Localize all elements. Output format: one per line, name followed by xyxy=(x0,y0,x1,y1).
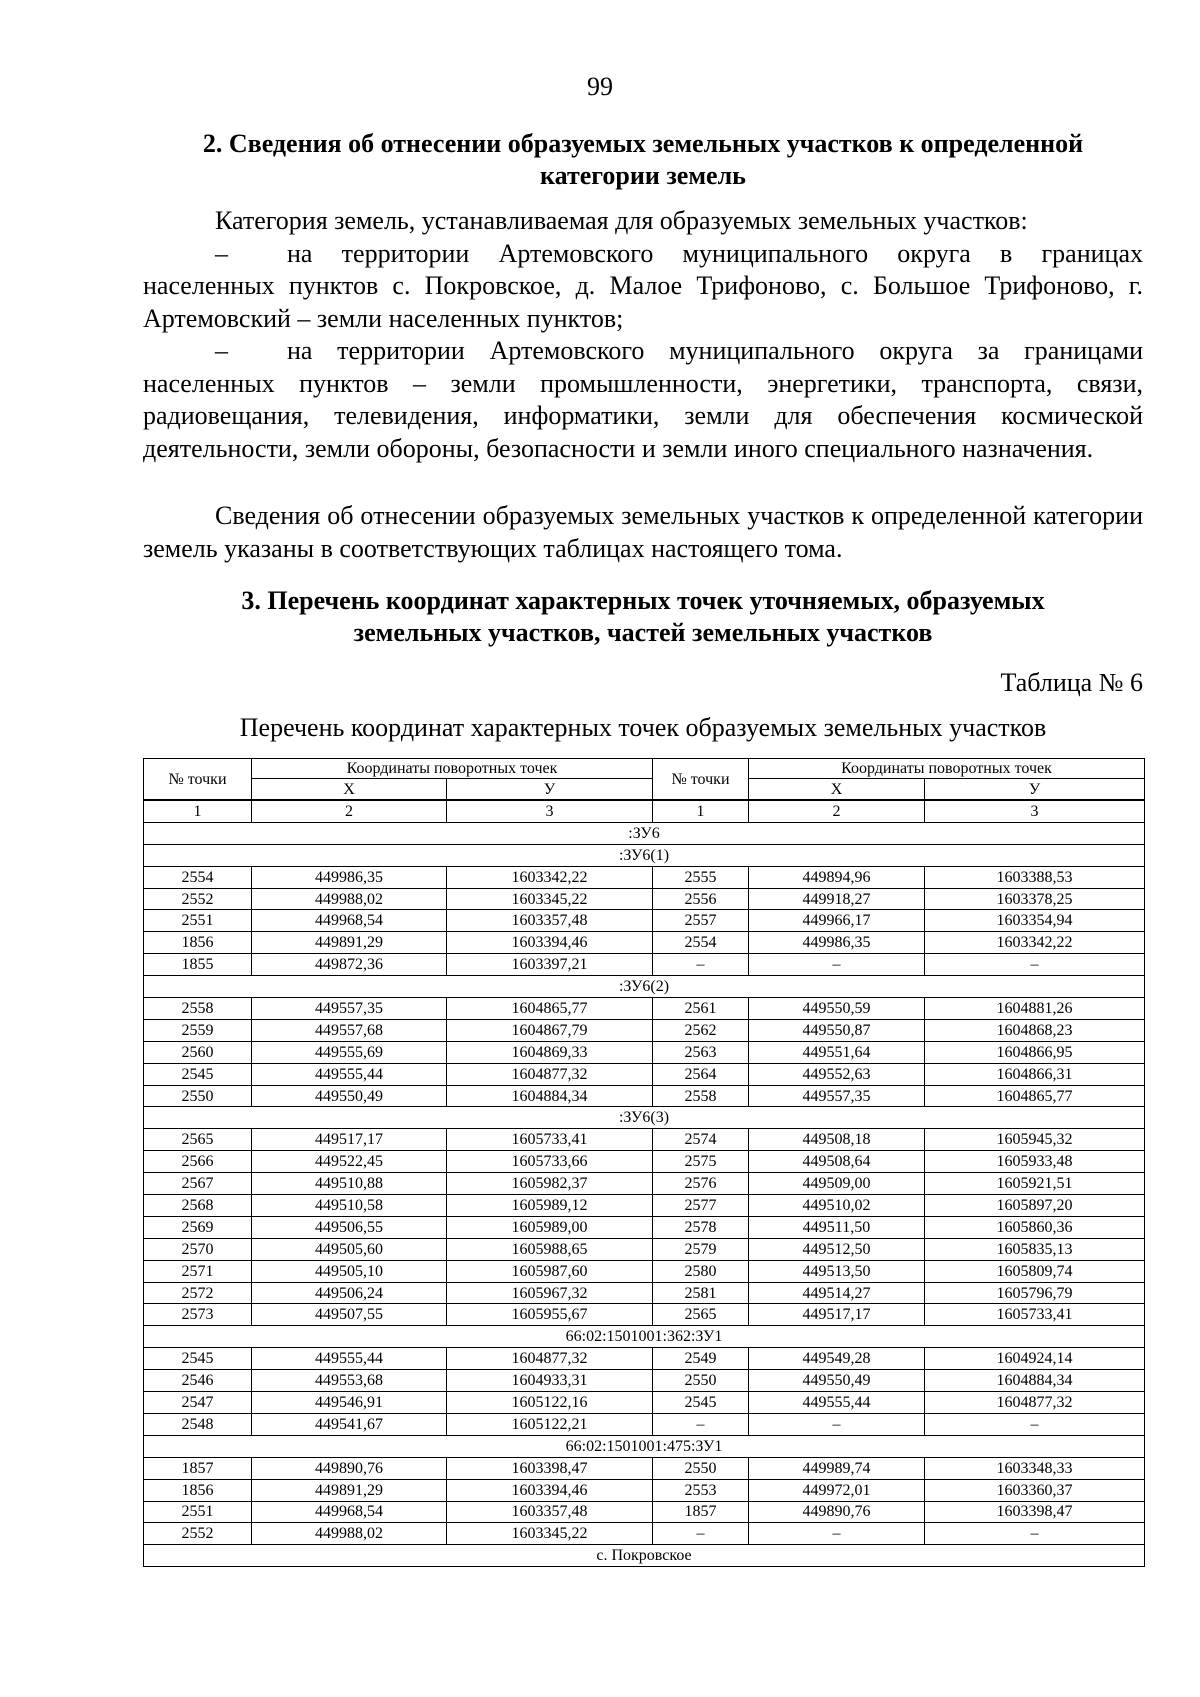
table-cell: 1603345,22 xyxy=(447,1523,653,1545)
table-cell: 1604877,32 xyxy=(925,1392,1145,1414)
section-title: :ЗУ6 xyxy=(144,822,1145,844)
table-cell: 1856 xyxy=(144,932,252,954)
table-cell: – xyxy=(925,1523,1145,1545)
table-cell: 2550 xyxy=(653,1370,749,1392)
table-row xyxy=(144,1129,1145,1151)
table-cell: 1603345,22 xyxy=(447,888,653,910)
table-cell: 1604881,26 xyxy=(925,998,1145,1020)
table-cell: 449553,68 xyxy=(252,1370,447,1392)
section-title-row xyxy=(144,844,1145,866)
table-cell: 1605967,32 xyxy=(447,1282,653,1304)
table-cell: 1603357,48 xyxy=(447,1501,653,1523)
table-cell: 2572 xyxy=(144,1282,252,1304)
section-2-body xyxy=(143,205,1143,465)
table-cell: 2545 xyxy=(144,1348,252,1370)
table-cell: 449508,64 xyxy=(749,1151,925,1173)
table-cell: – xyxy=(925,954,1145,976)
table-cell: 449549,28 xyxy=(749,1348,925,1370)
table-cell: 1604865,77 xyxy=(447,998,653,1020)
table-cell: 2580 xyxy=(653,1260,749,1282)
table-cell: 1605982,37 xyxy=(447,1173,653,1195)
section-2-heading-line2: категории земель xyxy=(540,161,746,190)
table-row xyxy=(144,888,1145,910)
table-row xyxy=(144,1019,1145,1041)
table-cell: 449550,49 xyxy=(252,1085,447,1107)
table-cell: – xyxy=(653,1523,749,1545)
table-cell: 449510,58 xyxy=(252,1195,447,1217)
table-row xyxy=(144,1370,1145,1392)
section-3-heading-line1: 3. Перечень координат характерных точек уточняемых, образуемых xyxy=(241,586,1045,615)
table-cell: 1604884,34 xyxy=(925,1370,1145,1392)
table-cell: 2566 xyxy=(144,1151,252,1173)
table-cell: 449506,24 xyxy=(252,1282,447,1304)
table-cell: 2560 xyxy=(144,1041,252,1063)
table-label: Таблица № 6 xyxy=(1000,668,1143,697)
table-cell: – xyxy=(749,954,925,976)
table-row xyxy=(144,1457,1145,1479)
table-cell: 449512,50 xyxy=(749,1238,925,1260)
column-number-cell: 3 xyxy=(447,800,653,822)
column-number-cell: 1 xyxy=(144,800,252,822)
table-cell: 449517,17 xyxy=(749,1304,925,1326)
table-cell: 1603357,48 xyxy=(447,910,653,932)
table-cell: 449505,60 xyxy=(252,1238,447,1260)
table-cell: 2549 xyxy=(653,1348,749,1370)
table-cell: 2569 xyxy=(144,1216,252,1238)
column-number-cell: 2 xyxy=(749,800,925,822)
table-cell: 2548 xyxy=(144,1413,252,1435)
table-cell: 449988,02 xyxy=(252,1523,447,1545)
section-title: с. Покровское xyxy=(144,1545,1145,1567)
table-cell: 2551 xyxy=(144,1501,252,1523)
table-cell: 1605955,67 xyxy=(447,1304,653,1326)
table-title: Перечень координат характерных точек образуемых земельных участков xyxy=(239,713,1047,742)
table-cell: 2547 xyxy=(144,1392,252,1414)
table-cell: 2545 xyxy=(653,1392,749,1414)
table-row xyxy=(144,1479,1145,1501)
section-2-closing: Сведения об отнесении образуемых земельных участков к определенной категории земель указаны в соответствующих таблицах настоящего тома. xyxy=(143,501,1143,563)
table-cell: 449989,74 xyxy=(749,1457,925,1479)
section-title: :ЗУ6(1) xyxy=(144,844,1145,866)
section-title: :ЗУ6(2) xyxy=(144,976,1145,998)
table-cell: – xyxy=(749,1523,925,1545)
table-row xyxy=(144,866,1145,888)
table-cell: 1605835,13 xyxy=(925,1238,1145,1260)
table-row xyxy=(144,1523,1145,1545)
table-cell: 449988,02 xyxy=(252,888,447,910)
table-cell: 449505,10 xyxy=(252,1260,447,1282)
table-cell: 2558 xyxy=(144,998,252,1020)
table-cell: 449557,35 xyxy=(252,998,447,1020)
table-cell: 449557,35 xyxy=(749,1085,925,1107)
table-cell: 449555,69 xyxy=(252,1041,447,1063)
table-cell: 449513,50 xyxy=(749,1260,925,1282)
header-point-no-left: № точки xyxy=(144,759,252,801)
table-cell: 449918,27 xyxy=(749,888,925,910)
item-2-text: на территории Артемовского муниципального округа за границами населенных пунктов – земли промышленности, энергетики, транспорта, связи, радиовещания, телевидения, информатики, земли для обеспечения космической деятельности, земли обороны, безопасности и земли иного специального назначения. xyxy=(143,336,1143,463)
table-cell: 2573 xyxy=(144,1304,252,1326)
section-3-heading-line2: земельных участков, частей земельных участков xyxy=(353,618,933,647)
table-cell: 1605989,00 xyxy=(447,1216,653,1238)
table-cell: 2563 xyxy=(653,1041,749,1063)
section-2-item-2 xyxy=(143,335,1143,465)
table-cell: 2574 xyxy=(653,1129,749,1151)
table-cell: 2551 xyxy=(144,910,252,932)
table-cell: 449550,49 xyxy=(749,1370,925,1392)
column-number-cell: 2 xyxy=(252,800,447,822)
table-cell: 1857 xyxy=(144,1457,252,1479)
table-cell: 449872,36 xyxy=(252,954,447,976)
column-numbers-row xyxy=(144,800,1145,822)
table-cell: – xyxy=(653,954,749,976)
column-number-cell: 3 xyxy=(925,800,1145,822)
table-cell: 1603398,47 xyxy=(447,1457,653,1479)
table-row xyxy=(144,954,1145,976)
table-cell: 1605733,41 xyxy=(925,1304,1145,1326)
section-3-heading xyxy=(143,585,1143,649)
table-cell: 449986,35 xyxy=(252,866,447,888)
table-cell: 449546,91 xyxy=(252,1392,447,1414)
table-cell: 2553 xyxy=(653,1479,749,1501)
table-cell: – xyxy=(925,1413,1145,1435)
table-cell: 1603348,33 xyxy=(925,1457,1145,1479)
table-cell: 449517,17 xyxy=(252,1129,447,1151)
table-cell: 1605921,51 xyxy=(925,1173,1145,1195)
table-cell: 2552 xyxy=(144,1523,252,1545)
section-title-row xyxy=(144,1435,1145,1457)
table-cell: – xyxy=(749,1413,925,1435)
table-cell: 1605122,21 xyxy=(447,1413,653,1435)
table-cell: 2558 xyxy=(653,1085,749,1107)
table-row xyxy=(144,1063,1145,1085)
table-row xyxy=(144,1216,1145,1238)
header-y-left: У xyxy=(447,779,653,800)
table-cell: 1604866,95 xyxy=(925,1041,1145,1063)
table-cell: 449541,67 xyxy=(252,1413,447,1435)
table-row xyxy=(144,1173,1145,1195)
table-cell: 1605945,32 xyxy=(925,1129,1145,1151)
header-y-right: У xyxy=(925,779,1145,800)
table-cell: 2577 xyxy=(653,1195,749,1217)
table-cell: 1605122,16 xyxy=(447,1392,653,1414)
table-cell: 1603354,94 xyxy=(925,910,1145,932)
table-cell: 1605933,48 xyxy=(925,1151,1145,1173)
table-cell: 1603394,46 xyxy=(447,932,653,954)
table-cell: 1605809,74 xyxy=(925,1260,1145,1282)
table-cell: 449551,64 xyxy=(749,1041,925,1063)
table-cell: 2557 xyxy=(653,910,749,932)
table-cell: 1603342,22 xyxy=(925,932,1145,954)
table-cell: 449550,87 xyxy=(749,1019,925,1041)
table-cell: 449555,44 xyxy=(252,1348,447,1370)
table-cell: 2556 xyxy=(653,888,749,910)
table-cell: 2554 xyxy=(144,866,252,888)
section-title: 66:02:1501001:475:ЗУ1 xyxy=(144,1435,1145,1457)
page-number: 99 xyxy=(587,72,613,101)
table-cell: 449514,27 xyxy=(749,1282,925,1304)
table-cell: 449509,00 xyxy=(749,1173,925,1195)
table-cell: 449894,96 xyxy=(749,866,925,888)
table-cell: 449891,29 xyxy=(252,1479,447,1501)
table-cell: 2575 xyxy=(653,1151,749,1173)
table-cell: 1604865,77 xyxy=(925,1085,1145,1107)
table-row xyxy=(144,1041,1145,1063)
table-cell: 2568 xyxy=(144,1195,252,1217)
table-cell: – xyxy=(653,1413,749,1435)
table-cell: 2576 xyxy=(653,1173,749,1195)
table-cell: 1605796,79 xyxy=(925,1282,1145,1304)
table-cell: 2561 xyxy=(653,998,749,1020)
section-2-intro: Категория земель, устанавливаемая для образуемых земельных участков: xyxy=(215,206,1028,235)
table-row xyxy=(144,1282,1145,1304)
table-cell: 1604877,32 xyxy=(447,1063,653,1085)
section-title-row xyxy=(144,1107,1145,1129)
item-1-dash: – xyxy=(215,238,228,268)
table-cell: 2545 xyxy=(144,1063,252,1085)
header-point-no-right: № точки xyxy=(653,759,749,801)
table-cell: 1605860,36 xyxy=(925,1216,1145,1238)
table-header xyxy=(144,759,1145,801)
header-x-left: Х xyxy=(252,779,447,800)
section-title: 66:02:1501001:362:ЗУ1 xyxy=(144,1326,1145,1348)
table-cell: 2565 xyxy=(144,1129,252,1151)
section-2-item-1 xyxy=(143,238,1143,336)
table-cell: 449966,17 xyxy=(749,910,925,932)
table-cell: 1856 xyxy=(144,1479,252,1501)
table-cell: 449890,76 xyxy=(749,1501,925,1523)
column-number-cell: 1 xyxy=(653,800,749,822)
table-row xyxy=(144,1304,1145,1326)
header-coords-right: Координаты поворотных точек xyxy=(749,759,1145,779)
table-cell: 1603397,21 xyxy=(447,954,653,976)
table-cell: 449511,50 xyxy=(749,1216,925,1238)
table-body xyxy=(144,800,1145,1567)
table-row xyxy=(144,1260,1145,1282)
table-cell: 1604866,31 xyxy=(925,1063,1145,1085)
table-cell: 449555,44 xyxy=(749,1392,925,1414)
table-cell: 1603342,22 xyxy=(447,866,653,888)
table-cell: 449550,59 xyxy=(749,998,925,1020)
section-2-heading xyxy=(143,128,1143,192)
table-cell: 2550 xyxy=(144,1085,252,1107)
section-title-row xyxy=(144,822,1145,844)
item-1-text: на территории Артемовского муниципального округа в границах населенных пунктов с. Покровское, д. Малое Трифоново, с. Большое Трифоново, г. Артемовский – земли населенных пунктов; xyxy=(143,238,1143,333)
table-row xyxy=(144,1195,1145,1217)
header-coords-left: Координаты поворотных точек xyxy=(252,759,653,779)
table-cell: 449510,88 xyxy=(252,1173,447,1195)
table-cell: 1604868,23 xyxy=(925,1019,1145,1041)
table-cell: 2555 xyxy=(653,866,749,888)
table-cell: 1603398,47 xyxy=(925,1501,1145,1523)
table-cell: 449986,35 xyxy=(749,932,925,954)
table-row xyxy=(144,1085,1145,1107)
table-cell: 1603388,53 xyxy=(925,866,1145,888)
table-cell: 1855 xyxy=(144,954,252,976)
table-cell: 449968,54 xyxy=(252,1501,447,1523)
table-cell: 449506,55 xyxy=(252,1216,447,1238)
table-cell: 2579 xyxy=(653,1238,749,1260)
table-cell: 449972,01 xyxy=(749,1479,925,1501)
table-cell: 2562 xyxy=(653,1019,749,1041)
table-cell: 449552,63 xyxy=(749,1063,925,1085)
table-cell: 1605733,41 xyxy=(447,1129,653,1151)
section-2-closing-block xyxy=(143,500,1143,565)
table-cell: 2571 xyxy=(144,1260,252,1282)
table-cell: 1603360,37 xyxy=(925,1479,1145,1501)
table-row xyxy=(144,1238,1145,1260)
table-cell: 1605897,20 xyxy=(925,1195,1145,1217)
table-row xyxy=(144,1392,1145,1414)
table-cell: 2550 xyxy=(653,1457,749,1479)
table-cell: 449522,45 xyxy=(252,1151,447,1173)
table-cell: 449891,29 xyxy=(252,932,447,954)
section-title-row xyxy=(144,1326,1145,1348)
table-cell: 1604867,79 xyxy=(447,1019,653,1041)
table-cell: 1605989,12 xyxy=(447,1195,653,1217)
table-cell: 1605733,66 xyxy=(447,1151,653,1173)
table-row xyxy=(144,932,1145,954)
table-cell: 1605988,65 xyxy=(447,1238,653,1260)
table-cell: 2564 xyxy=(653,1063,749,1085)
table-row xyxy=(144,998,1145,1020)
table-cell: 1604924,14 xyxy=(925,1348,1145,1370)
section-2-heading-line1: 2. Сведения об отнесении образуемых земельных участков к определенной xyxy=(202,129,1084,158)
table-cell: 1603394,46 xyxy=(447,1479,653,1501)
table-cell: 449507,55 xyxy=(252,1304,447,1326)
table-cell: 2570 xyxy=(144,1238,252,1260)
table-cell: 2581 xyxy=(653,1282,749,1304)
table-row xyxy=(144,1151,1145,1173)
table-cell: 2559 xyxy=(144,1019,252,1041)
table-cell: 1604933,31 xyxy=(447,1370,653,1392)
table-cell: 449968,54 xyxy=(252,910,447,932)
table-cell: 449508,18 xyxy=(749,1129,925,1151)
coordinates-table-wrapper xyxy=(143,758,1144,1567)
table-cell: 1604877,32 xyxy=(447,1348,653,1370)
table-cell: 449557,68 xyxy=(252,1019,447,1041)
table-cell: 1604884,34 xyxy=(447,1085,653,1107)
section-title: :ЗУ6(3) xyxy=(144,1107,1145,1129)
section-title-row xyxy=(144,1545,1145,1567)
table-cell: 2552 xyxy=(144,888,252,910)
table-cell: 1857 xyxy=(653,1501,749,1523)
table-cell: 449555,44 xyxy=(252,1063,447,1085)
item-2-dash: – xyxy=(215,336,228,365)
table-cell: 1605987,60 xyxy=(447,1260,653,1282)
header-x-right: Х xyxy=(749,779,925,800)
table-cell: 1603378,25 xyxy=(925,888,1145,910)
table-cell: 2567 xyxy=(144,1173,252,1195)
table-cell: 1604869,33 xyxy=(447,1041,653,1063)
table-row xyxy=(144,910,1145,932)
table-cell: 2578 xyxy=(653,1216,749,1238)
table-row xyxy=(144,1348,1145,1370)
table-cell: 2554 xyxy=(653,932,749,954)
table-cell: 449510,02 xyxy=(749,1195,925,1217)
table-cell: 2565 xyxy=(653,1304,749,1326)
table-cell: 2546 xyxy=(144,1370,252,1392)
table-row xyxy=(144,1501,1145,1523)
table-row xyxy=(144,1413,1145,1435)
section-title-row xyxy=(144,976,1145,998)
table-cell: 449890,76 xyxy=(252,1457,447,1479)
coordinates-table xyxy=(143,758,1145,1567)
